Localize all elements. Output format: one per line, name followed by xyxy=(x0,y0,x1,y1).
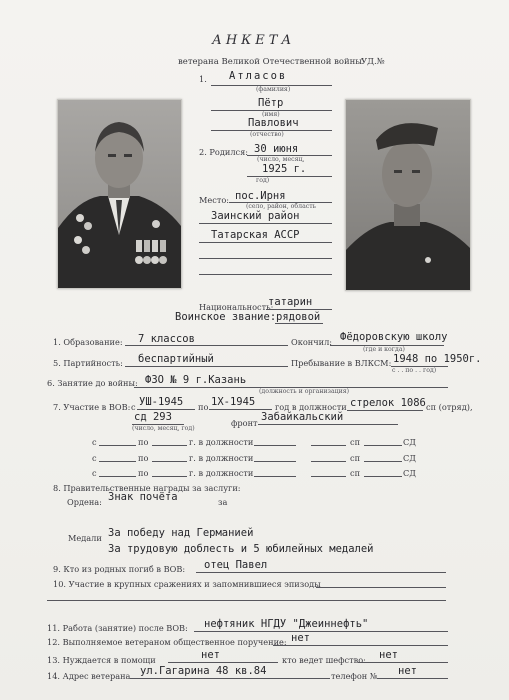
finished-label: Окончил: xyxy=(291,337,333,347)
birth-year-caption: год) xyxy=(256,177,270,184)
phone-value: нет xyxy=(398,665,417,677)
medals-label: Медали xyxy=(68,533,102,543)
rank-label: Воинское звание: xyxy=(175,311,277,323)
wwii-to-label: по xyxy=(198,402,209,412)
position-value: стрелок 1086 xyxy=(350,397,426,409)
rank-value: рядовой xyxy=(276,311,321,323)
killed-relatives-value: отец Павел xyxy=(204,559,268,571)
wwii-label: 7. Участие в ВОВ: xyxy=(53,402,131,412)
surname-caption: (фамилия) xyxy=(256,86,291,93)
education-label: 1. Образование: xyxy=(53,337,123,347)
wwii-from-label: с xyxy=(131,402,136,412)
prewar-label: 6. Занятие до войны: xyxy=(47,378,138,388)
case-number-label: УД.№ xyxy=(361,57,385,67)
date-caption: (число, месяц, год) xyxy=(132,425,195,432)
education-value: 7 классов xyxy=(138,333,195,345)
patronymic-caption: (отчество) xyxy=(250,131,284,138)
patron-label: кто ведет шефство: xyxy=(282,655,366,665)
postwar-work-label: 11. Работа (занятие) после ВОВ: xyxy=(47,623,188,633)
public-duty-label: 12. Выполняемое ветераном общественное поручение: xyxy=(47,637,287,647)
surname-value: Атласов xyxy=(229,70,288,82)
postwar-work-value: нефтяник НГДУ "Джеиннефть" xyxy=(204,618,369,630)
address-label: 14. Адрес ветерана xyxy=(47,671,131,681)
address-value: ул.Гагарина 48 кв.84 xyxy=(140,665,267,677)
medal-value-1: За победу над Германией xyxy=(108,527,254,539)
patronymic-value: Павлович xyxy=(248,117,299,129)
vlksm-value: 1948 по 1950г. xyxy=(393,353,482,365)
public-duty-value: нет xyxy=(291,632,310,644)
division-value: сд 293 xyxy=(134,411,172,423)
front-label: фронт xyxy=(231,418,258,428)
vlksm-caption: с . . по . . год) xyxy=(392,367,437,374)
vlksm-label: Пребывание в ВЛКСМ: xyxy=(291,358,392,368)
order-za-label: за xyxy=(218,497,228,507)
order-value: Знак почёта xyxy=(108,491,178,503)
place-value-2: Заинский район xyxy=(211,210,300,222)
prewar-value: ФЗО № 9 г.Казань xyxy=(145,374,247,386)
finished-value: Фёдоровскую школу xyxy=(340,331,448,343)
medal-value-2: За трудовую доблесть и 5 юбилейных медалей xyxy=(108,543,374,555)
name-caption: (имя) xyxy=(262,111,280,118)
wwii-from-value: УШ-1945 xyxy=(139,396,184,408)
form-subtitle: ветерана Великой Отечественной войны xyxy=(178,57,363,67)
form-title: АНКЕТА xyxy=(212,33,296,48)
birth-date-value: 30 июня xyxy=(254,143,299,155)
patron-value: нет xyxy=(379,649,398,661)
prewar-caption: (должность и организация) xyxy=(259,388,350,395)
place-value-3: Татарская АССР xyxy=(211,229,300,241)
nationality-label: Национальность: xyxy=(199,302,274,312)
veteran-photo-old xyxy=(57,99,182,289)
front-value: Забайкальский xyxy=(261,411,344,423)
birth-date-caption: (число, месяц, xyxy=(257,156,305,163)
killed-relatives-label: 9. Кто из родных погиб в ВОВ: xyxy=(53,564,186,574)
party-value: беспартийный xyxy=(138,353,214,365)
battles-label: 10. Участие в крупных сражениях и запомнившиеся эпизоды xyxy=(53,579,321,589)
need-help-label: 13. Нуждается в помощи xyxy=(47,655,156,665)
wwii-to-value: 1Х-1945 xyxy=(211,396,256,408)
need-help-value: нет xyxy=(201,649,220,661)
place-caption: (село, район, область xyxy=(246,203,317,210)
place-label: Место: xyxy=(199,195,230,205)
finished-caption: (где и когда) xyxy=(363,346,405,353)
phone-label: телефон № xyxy=(331,671,378,681)
name-value: Пётр xyxy=(258,97,284,109)
nationality-value: татарин xyxy=(268,296,313,308)
year-position-label: год в должности xyxy=(275,402,347,412)
sp-detachment-label: сп (отряд), xyxy=(426,402,473,412)
party-label: 5. Партийность: xyxy=(53,358,123,368)
orders-label: Ордена: xyxy=(67,497,102,507)
birth-label: 2. Родился: xyxy=(199,147,249,157)
place-value-1: пос.Ирня xyxy=(235,190,286,202)
item-1-number: 1. xyxy=(199,74,207,84)
awards-label: 8. Правительственные награды за заслуги: xyxy=(53,483,241,493)
veteran-photo-young xyxy=(345,99,471,291)
veteran-form-page: АНКЕТА ветерана Великой Отечественной войны УД.№ 1. Атласов (фамилия) Пётр (имя) Павлович (отчество) 2. Родился: 30 июня (число, месяц, 1925 г. год) Место: пос.Ирня (село, район, область Заинский район Татарская АССР Национальность: татарин Воинское звание: рядовой 1. Образование: 7 классов Окончил: Фёдоровскую школу (где и когда) 5. Партийность: беспартийный Пребывание в ВЛКСМ: 1948 по 1950г. с . . по . . год) 6. Занятие до войны: ФЗО № 9 г.Казань (должность и организация) 7. Участие в ВОВ: с УШ-1945 по 1Х-1945 год в должности стрелок 1086 сп (отряд), сд 293 фронт Забайкальский (число, месяц, год) с по г. в должности сп СД с по г. в должности сп СД с по г. в должности сп СД 8. Правительственные награды за заслуги: Ордена: Знак почёта за Медали За победу над Германией За трудовую доблесть и 5 юбилейных медалей 9. Кто из родных погиб в ВОВ: отец Павел 10. Участие в крупных сражениях и запомнившиеся эпизоды 11. Работа (занятие) после ВОВ: нефтяник НГДУ "Джеиннефть" 12. Выполняемое ветераном общественное поручение: нет 13. Нуждается в помощи нет кто ведет шефство: нет 14. Адрес ветерана ул.Гагарина 48 кв.84 телефон № нет xyxy=(0,0,509,700)
birth-year-value: 1925 г. xyxy=(262,163,307,175)
